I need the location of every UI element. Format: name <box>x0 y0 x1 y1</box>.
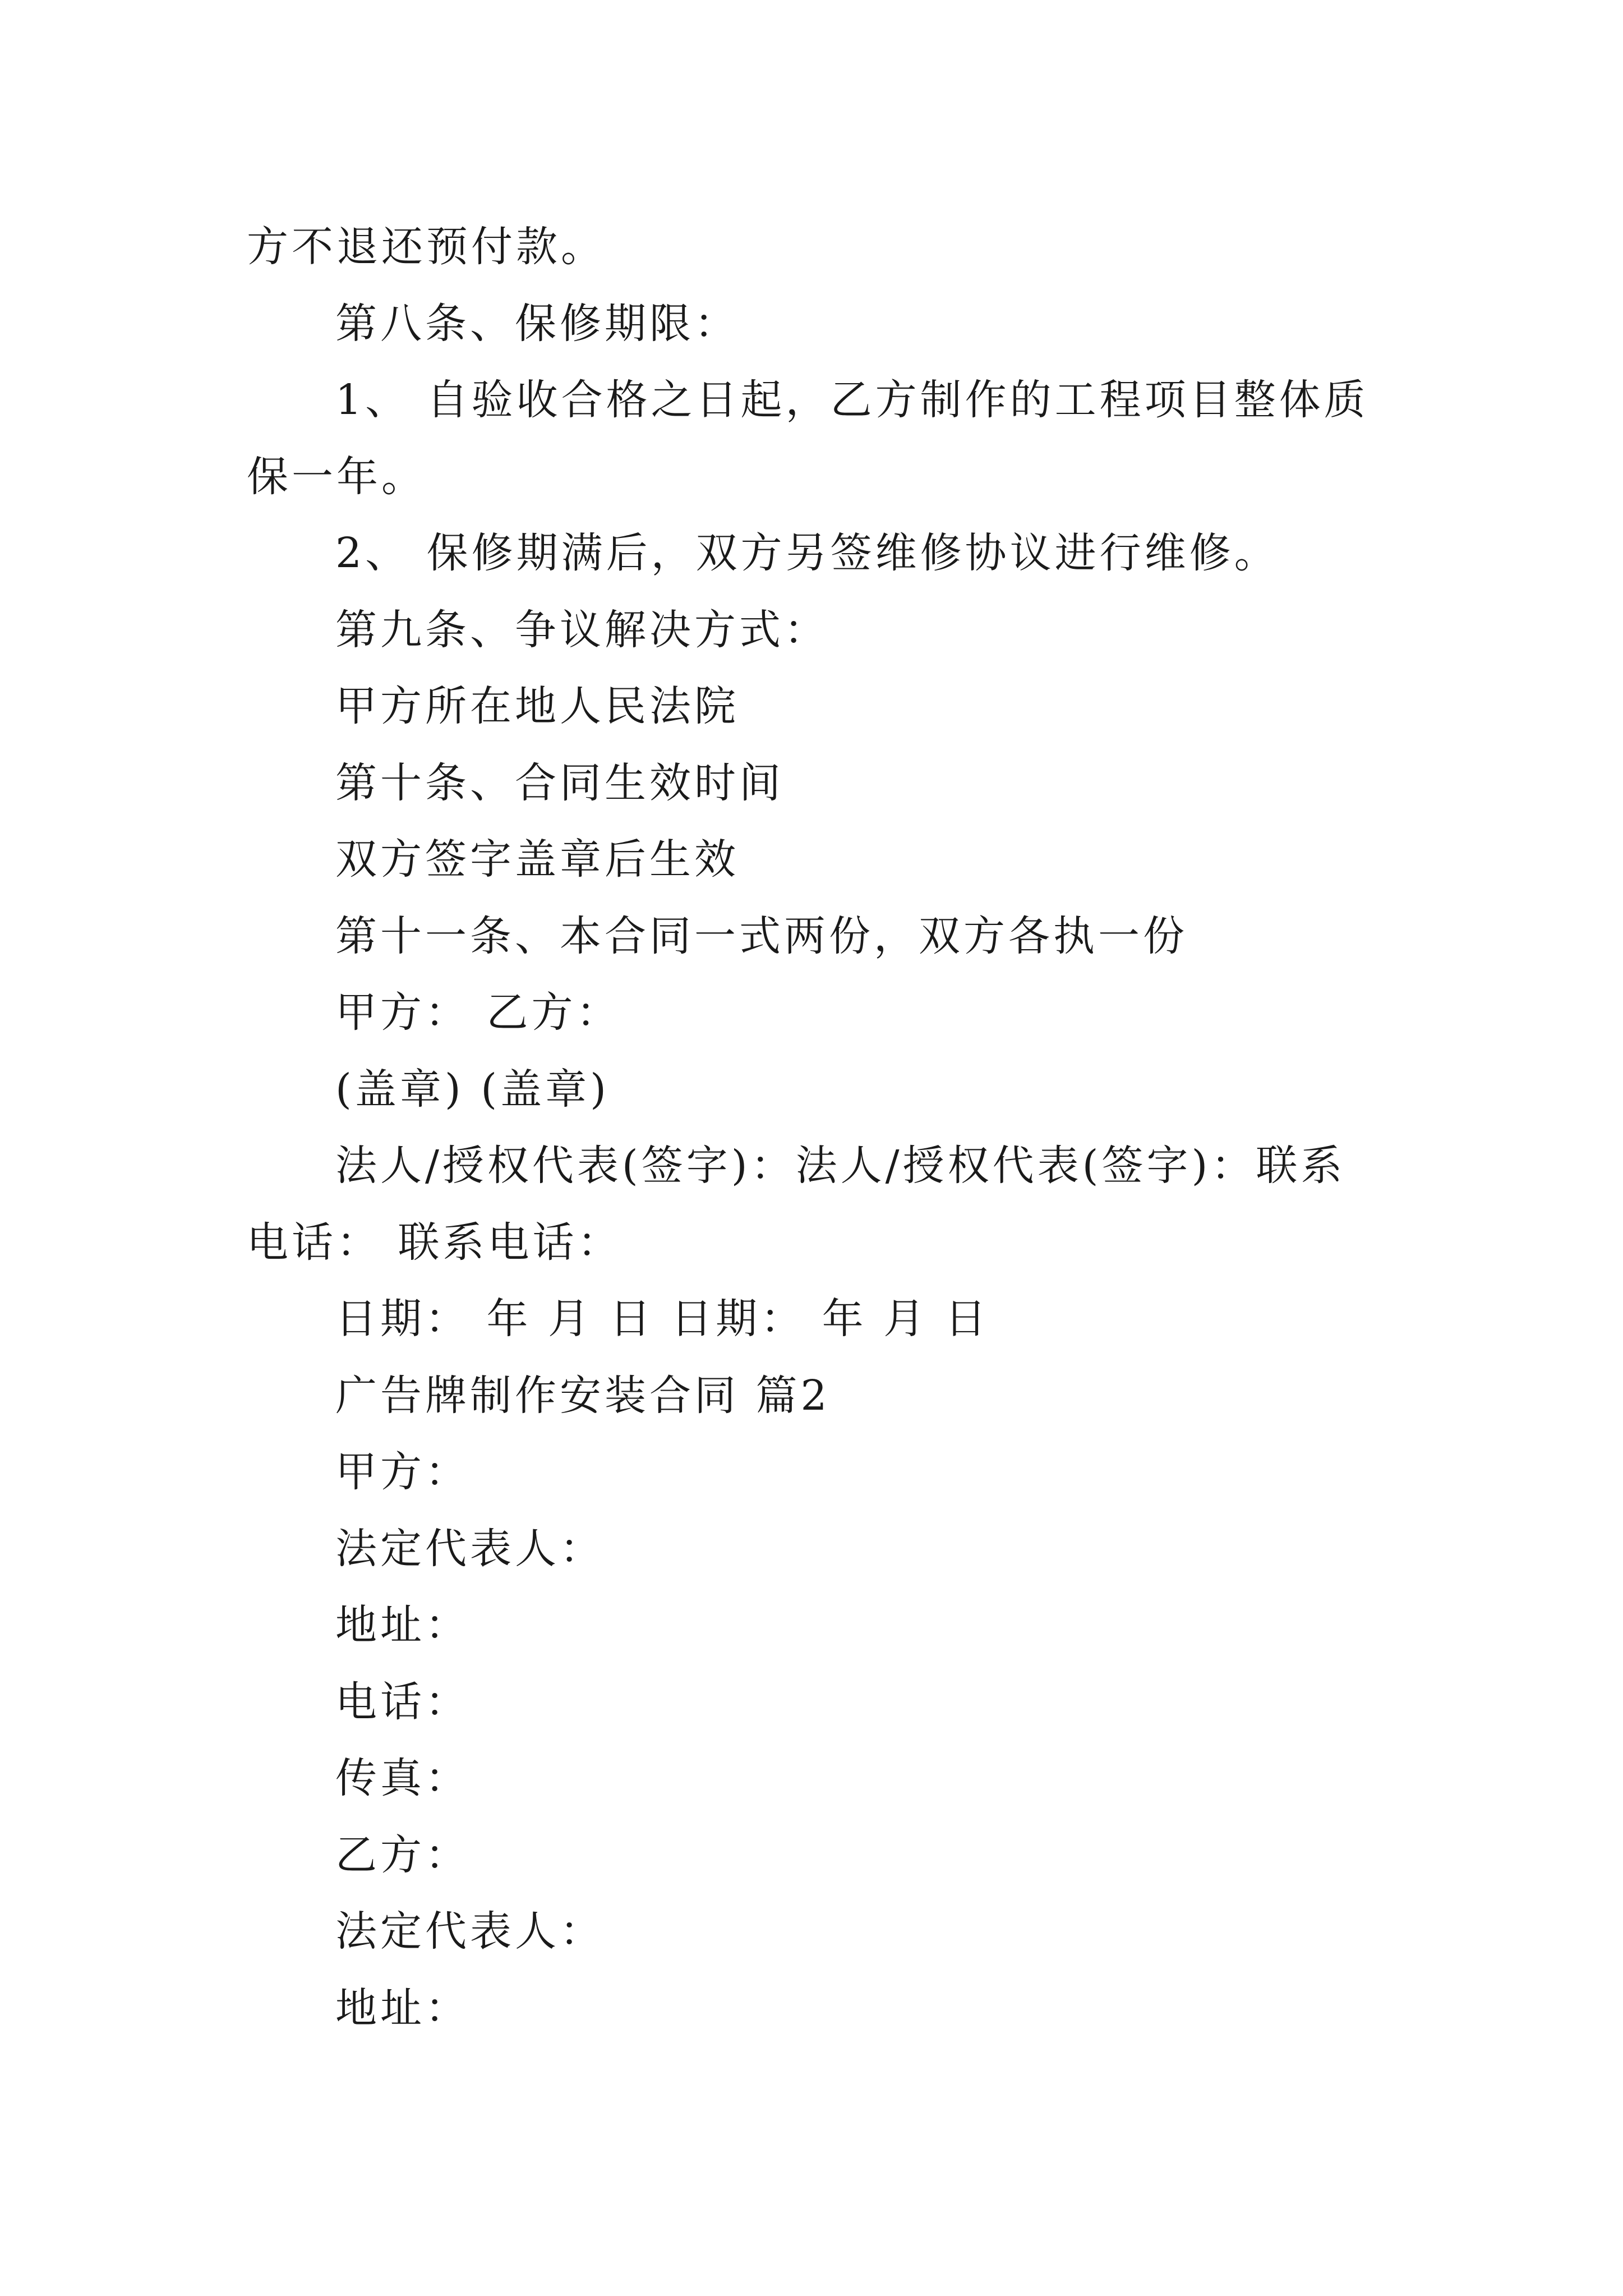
signature-parties: 甲方： 乙方： <box>335 988 621 1037</box>
clause-10-heading: 第十条、合同生效时间 <box>335 758 784 807</box>
signature-dates: 日期： 年 月 日 日期： 年 月 日 <box>335 1295 990 1343</box>
paragraph-continuation: 方不退还预付款。 <box>247 223 606 271</box>
party-a-field: 甲方： <box>335 1448 470 1496</box>
party-a-fax-field: 传真： <box>335 1754 470 1802</box>
signature-representatives: 法人/授权代表(签字)：法人/授权代表(签字)：联系电话： 联系电话： <box>247 1142 1346 1267</box>
party-a-phone-field: 电话： <box>335 1677 470 1726</box>
party-b-address-field: 地址： <box>335 1984 470 2032</box>
party-b-legal-rep-field: 法定代表人： <box>335 1907 605 1955</box>
document-body <box>247 209 1380 2046</box>
party-b-field: 乙方： <box>335 1830 470 1879</box>
clause-11: 第十一条、本合同一式两份，双方各执一份 <box>335 912 1188 960</box>
clause-10-body: 双方签字盖章后生效 <box>335 835 739 884</box>
clause-8-item-2: 2、 保修期满后，双方另签维修协议进行维修。 <box>335 529 1279 577</box>
signature-seals: (盖章) (盖章) <box>335 1065 610 1114</box>
party-a-legal-rep-field: 法定代表人： <box>335 1524 605 1573</box>
contract-2-title: 广告牌制作安装合同 篇2 <box>335 1371 831 1420</box>
clause-9-heading: 第九条、争议解决方式： <box>335 605 829 654</box>
clause-8-heading: 第八条、保修期限： <box>335 299 739 348</box>
clause-8-item-1: 1、 自验收合格之日起，乙方制作的工程项目整体质保一年。 <box>247 376 1369 501</box>
party-a-address-field: 地址： <box>335 1601 470 1649</box>
clause-9-body: 甲方所在地人民法院 <box>335 682 739 730</box>
